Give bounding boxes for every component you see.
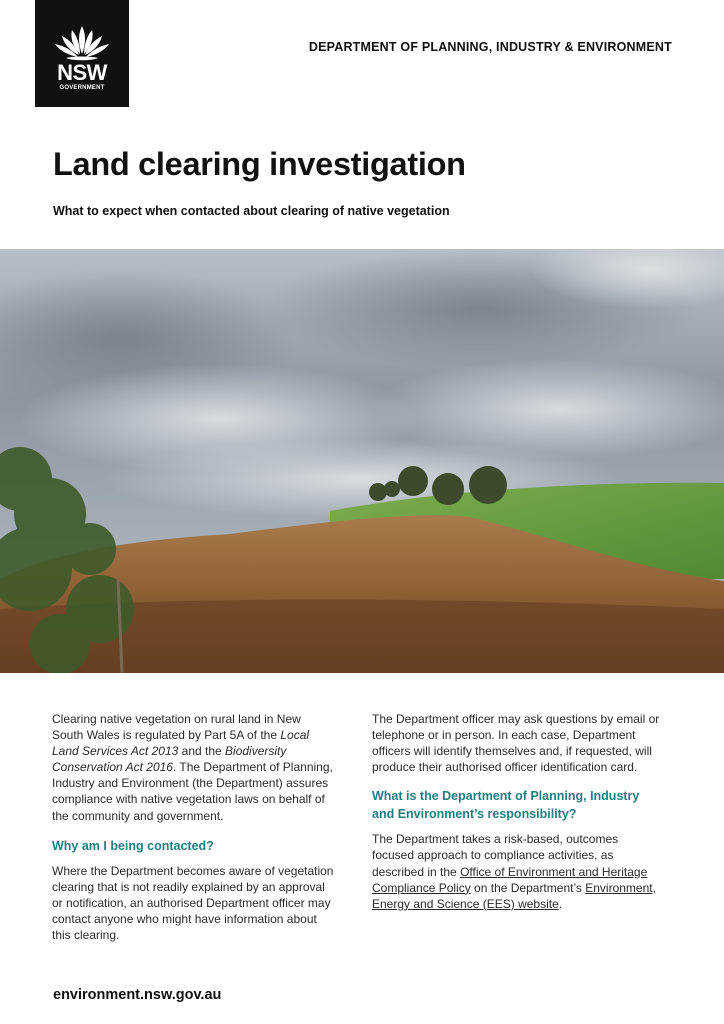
page-subtitle: What to expect when contacted about clearing of native vegetation: [53, 204, 450, 218]
page-title: Land clearing investigation: [53, 146, 466, 182]
officer-questions-paragraph: The Department officer may ask questions by email or telephone or in person. In each case, Department officers will identify themselves and, if requested, will produce their authorised officer identification card.: [372, 712, 660, 775]
landscape-photo: [0, 249, 724, 673]
waratah-icon: [52, 24, 112, 64]
department-name: DEPARTMENT OF PLANNING, INDUSTRY & ENVIRONMENT: [308, 40, 672, 54]
logo-nsw-text: NSW: [57, 60, 107, 85]
responsibility-paragraph: The Department takes a risk-based, outcomes focused approach to compliance activities, as described in the Office of Environment and Heritage Compliance Policy on the Department’s Environment, Energy and Science (EES) website.: [372, 832, 656, 911]
right-column: [372, 711, 662, 912]
compliance-policy-link[interactable]: Office of Environment and Heritage Compliance Policy: [372, 864, 648, 895]
hero-landscape-image: [0, 249, 724, 673]
logo-government-text: GOVERNMENT: [59, 85, 105, 91]
section-heading-why-contacted: Why am I being contacted?: [52, 838, 214, 853]
intro-paragraph: Clearing native vegetation on rural land in New South Wales is regulated by Part 5A of the Local Land Services Act 2013 and the Biodiversity Conservation Act 2016. The Department of Planning, Industry and Environment (the Department) assures compliance with native vegetation laws on behalf of the community and government.: [52, 712, 333, 823]
ees-website-link[interactable]: Environment, Energy and Science (EES) website: [372, 880, 656, 911]
local-land-services-act: Local Land Services Act 2013: [52, 728, 310, 759]
biodiversity-conservation-act: Biodiversity Conservation Act 2016: [52, 744, 287, 775]
why-contacted-paragraph: Where the Department becomes aware of vegetation clearing that is not readily explained by an approval or notification, an authorised Department officer may contact anyone who might have information about this clearing.: [52, 863, 334, 943]
nsw-government-logo: [35, 0, 129, 107]
left-column: [52, 711, 334, 943]
section-heading-responsibility: What is the Department of Planning, Industry and Environment’s responsibility?: [372, 789, 640, 822]
footer-website-url: environment.nsw.gov.au: [53, 987, 222, 1003]
